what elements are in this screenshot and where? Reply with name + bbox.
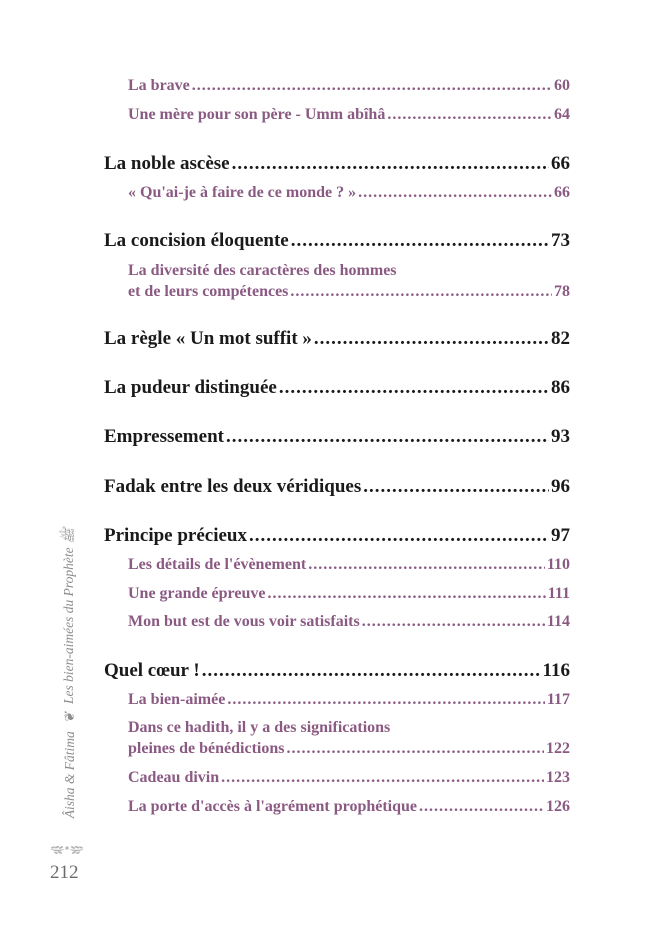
toc-entry-principe-precieux[interactable]: [104, 525, 570, 547]
toc-entry-page: 111: [547, 585, 570, 602]
leader-dots: [249, 525, 549, 547]
toc-entry-page: 86: [551, 377, 570, 398]
toc-entry-page: 93: [551, 426, 570, 447]
toc-entry-une-grande-epreuve[interactable]: [128, 585, 570, 603]
leader-dots: [221, 769, 544, 787]
toc-entry-page: 78: [554, 283, 570, 300]
toc-entry-quel-coeur[interactable]: [104, 660, 570, 682]
toc-entry-title: Mon but est de vous voir satisfaits: [128, 613, 360, 630]
toc-entry-page: 96: [551, 476, 570, 497]
toc-entry-la-diversite-des-caracteres[interactable]: [128, 283, 570, 301]
toc-entry-page: 116: [542, 660, 570, 681]
leader-dots: [363, 476, 549, 498]
toc-entry-la-pudeur-distinguee[interactable]: [104, 377, 570, 399]
toc-entry-cadeau-divin[interactable]: [128, 769, 570, 787]
toc-entry-mon-but[interactable]: [128, 613, 570, 631]
toc-entry-title: Cadeau divin: [128, 769, 220, 786]
leader-dots: [286, 740, 544, 758]
toc-entry-les-details[interactable]: [128, 556, 570, 574]
running-head-part1: Âisha & Fâtima: [62, 731, 77, 819]
leader-dots: [358, 184, 552, 202]
toc-entry-title: La porte d'accès à l'agrément prophétique: [128, 798, 418, 815]
toc-entry-fadak[interactable]: [104, 476, 570, 498]
toc-entry-page: 122: [546, 740, 570, 757]
leader-dots: [227, 691, 545, 709]
toc-entry-title: Une grande épreuve: [128, 585, 266, 602]
toc-entry-la-concision-eloquente[interactable]: [104, 230, 570, 252]
toc-entry-title: Les détails de l'évènement: [128, 556, 307, 573]
toc-entry-page: 126: [546, 798, 570, 815]
toc-entry-page: 97: [551, 525, 570, 546]
toc-entry-page: 110: [546, 556, 570, 573]
toc-entry-title: La bien-aimée: [128, 691, 226, 708]
toc-entry-page: 82: [551, 328, 570, 349]
leader-dots: [202, 660, 541, 682]
toc-entry-page: 123: [546, 769, 570, 786]
leader-dots: [290, 283, 552, 301]
toc-entry-page: 114: [546, 613, 570, 630]
leader-dots: [308, 556, 545, 574]
toc-entry-dans-ce-hadith[interactable]: [128, 740, 570, 758]
toc-entry-line1: La diversité des caractères des hommes: [128, 262, 397, 279]
fleuron-icon: ❦: [62, 711, 77, 724]
toc-entry-la-noble-ascese[interactable]: [104, 153, 570, 175]
running-head: [60, 528, 80, 819]
toc-entry-title: Une mère pour son père - Umm abîhâ: [128, 106, 386, 123]
toc-entry-page: 66: [551, 153, 570, 174]
toc-entry-title: La brave: [128, 77, 190, 94]
leader-dots: [387, 106, 552, 124]
toc-entry-page: 73: [551, 230, 570, 251]
toc-entry-empressement[interactable]: [104, 426, 570, 448]
leader-dots: [279, 377, 549, 399]
leader-dots: [362, 613, 545, 631]
toc-entry-la-brave[interactable]: [128, 77, 570, 95]
leader-dots: [291, 230, 549, 252]
running-head-part2: Les bien-aimées du Prophète ﷺ: [61, 527, 76, 704]
toc-entry-title: Empressement: [104, 426, 224, 447]
toc-entry-title: Quel cœur !: [104, 660, 200, 681]
toc-entry-la-bien-aimee[interactable]: [128, 691, 570, 709]
toc-entry-une-mere-pour-son-pere[interactable]: [128, 106, 570, 124]
leader-dots: [226, 426, 549, 448]
toc-entry-page: 66: [554, 184, 570, 201]
toc-entry-line1: Dans ce hadith, il y a des significations: [128, 719, 391, 736]
page-number: 212: [50, 862, 79, 883]
leader-dots: [419, 798, 544, 816]
toc-entry-qu-ai-je-a-faire[interactable]: [128, 184, 570, 202]
toc-entry-title: La règle « Un mot suffit »: [104, 328, 312, 349]
toc-entry-title: Fadak entre les deux véridiques: [104, 476, 362, 497]
leader-dots: [192, 77, 552, 95]
toc-entry-la-regle-un-mot-suffit[interactable]: [104, 328, 570, 350]
toc-entry-title: « Qu'ai-je à faire de ce monde ? »: [128, 184, 357, 201]
toc-entry-title: La pudeur distinguée: [104, 377, 277, 398]
toc-entry-title: La noble ascèse: [104, 153, 230, 174]
leader-dots: [232, 153, 549, 175]
toc-entry-title: Principe précieux: [104, 525, 247, 546]
toc-entry-page: 117: [546, 691, 570, 708]
toc-entry-page: 64: [554, 106, 570, 123]
toc-entry-title: et de leurs compétences: [128, 283, 289, 300]
leader-dots: [314, 328, 549, 350]
leader-dots: [267, 585, 545, 603]
toc-entry-title: pleines de bénédictions: [128, 740, 285, 757]
laurel-ornament-icon: [48, 843, 86, 857]
toc-entry-page: 60: [554, 77, 570, 94]
toc-entry-la-porte-d-acces[interactable]: [128, 798, 570, 816]
toc-entry-title: La concision éloquente: [104, 230, 289, 251]
